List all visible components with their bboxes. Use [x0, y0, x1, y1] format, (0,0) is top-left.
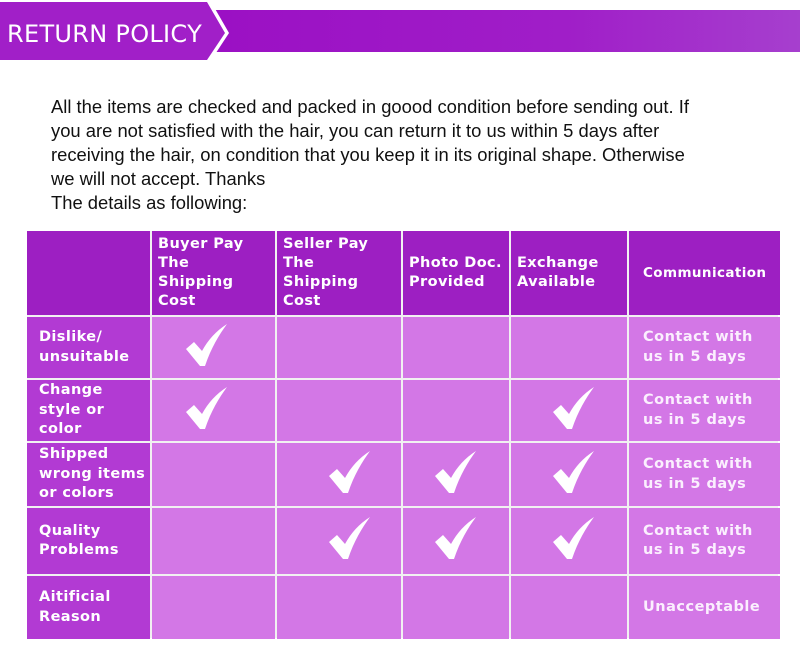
- page-title: RETURN POLICY: [7, 20, 203, 48]
- column-header-label: Seller Pay The Shipping Cost: [283, 236, 369, 309]
- table-cell: [277, 508, 401, 574]
- check-icon: [327, 517, 373, 565]
- table-cell: [511, 317, 627, 378]
- column-header-label: Buyer Pay The Shipping Cost: [158, 236, 244, 309]
- check-icon: [551, 387, 597, 435]
- communication-cell: [629, 443, 780, 506]
- check-icon: [184, 387, 230, 435]
- row-label: [27, 443, 150, 506]
- column-header: [152, 231, 275, 315]
- communication-text: Contact with us in 5 days: [643, 392, 753, 428]
- return-policy-table: [27, 231, 778, 638]
- row-label: [27, 317, 150, 378]
- table-cell: [403, 317, 509, 378]
- communication-text: Contact with us in 5 days: [643, 456, 753, 492]
- intro-line: we will not accept. Thanks: [51, 168, 266, 189]
- page-header: [0, 0, 800, 66]
- intro-line: The details as following:: [51, 192, 248, 213]
- intro-line: receiving the hair, on condition that you keep it in its original shape. Otherwise: [51, 144, 685, 165]
- row-label-text: Aitificial Reason: [39, 589, 111, 625]
- table-cell: [152, 508, 275, 574]
- row-label-text: Quality Problems: [39, 522, 119, 558]
- table-cell: [403, 576, 509, 639]
- table-cell: [277, 380, 401, 441]
- communication-cell: [629, 508, 780, 574]
- table-cell: [152, 380, 275, 441]
- row-label-text: Dislike/ unsuitable: [39, 329, 130, 365]
- communication-cell: [629, 317, 780, 378]
- table-cell: [403, 443, 509, 506]
- intro-line: All the items are checked and packed in goood condition before sending out. If: [51, 96, 689, 117]
- column-header-label: Exchange Available: [517, 255, 599, 290]
- table-cell: [403, 380, 509, 441]
- column-header: [403, 231, 509, 315]
- table-cell: [152, 317, 275, 378]
- header-bar: [215, 10, 800, 52]
- row-label-text: Change style or color: [39, 382, 105, 438]
- table-cell: [277, 576, 401, 639]
- column-header-label: Photo Doc. Provided: [409, 255, 502, 290]
- table-cell: [511, 443, 627, 506]
- intro-text: [51, 95, 781, 215]
- column-header: [629, 231, 780, 315]
- communication-cell: [629, 576, 780, 639]
- row-label-text: Shipped wrong items or colors: [39, 446, 146, 502]
- check-icon: [184, 324, 230, 372]
- communication-text: Contact with us in 5 days: [643, 522, 753, 558]
- check-icon: [551, 517, 597, 565]
- check-icon: [433, 517, 479, 565]
- column-header: [511, 231, 627, 315]
- table-cell: [152, 576, 275, 639]
- column-header-label: Communication: [643, 264, 767, 281]
- table-cell: [511, 380, 627, 441]
- table-cell: [277, 443, 401, 506]
- communication-text: Contact with us in 5 days: [643, 329, 753, 365]
- intro-line: you are not satisfied with the hair, you can return it to us within 5 days after: [51, 120, 660, 141]
- check-icon: [551, 451, 597, 499]
- table-cell: [152, 443, 275, 506]
- communication-text: Unacceptable: [643, 598, 761, 615]
- check-icon: [433, 451, 479, 499]
- table-cell: [403, 508, 509, 574]
- column-header: [277, 231, 401, 315]
- row-label: [27, 508, 150, 574]
- table-cell: [277, 317, 401, 378]
- row-label: [27, 380, 150, 441]
- communication-cell: [629, 380, 780, 441]
- table-header-corner: [27, 231, 150, 315]
- table-cell: [511, 576, 627, 639]
- row-label: [27, 576, 150, 639]
- table-cell: [511, 508, 627, 574]
- check-icon: [327, 451, 373, 499]
